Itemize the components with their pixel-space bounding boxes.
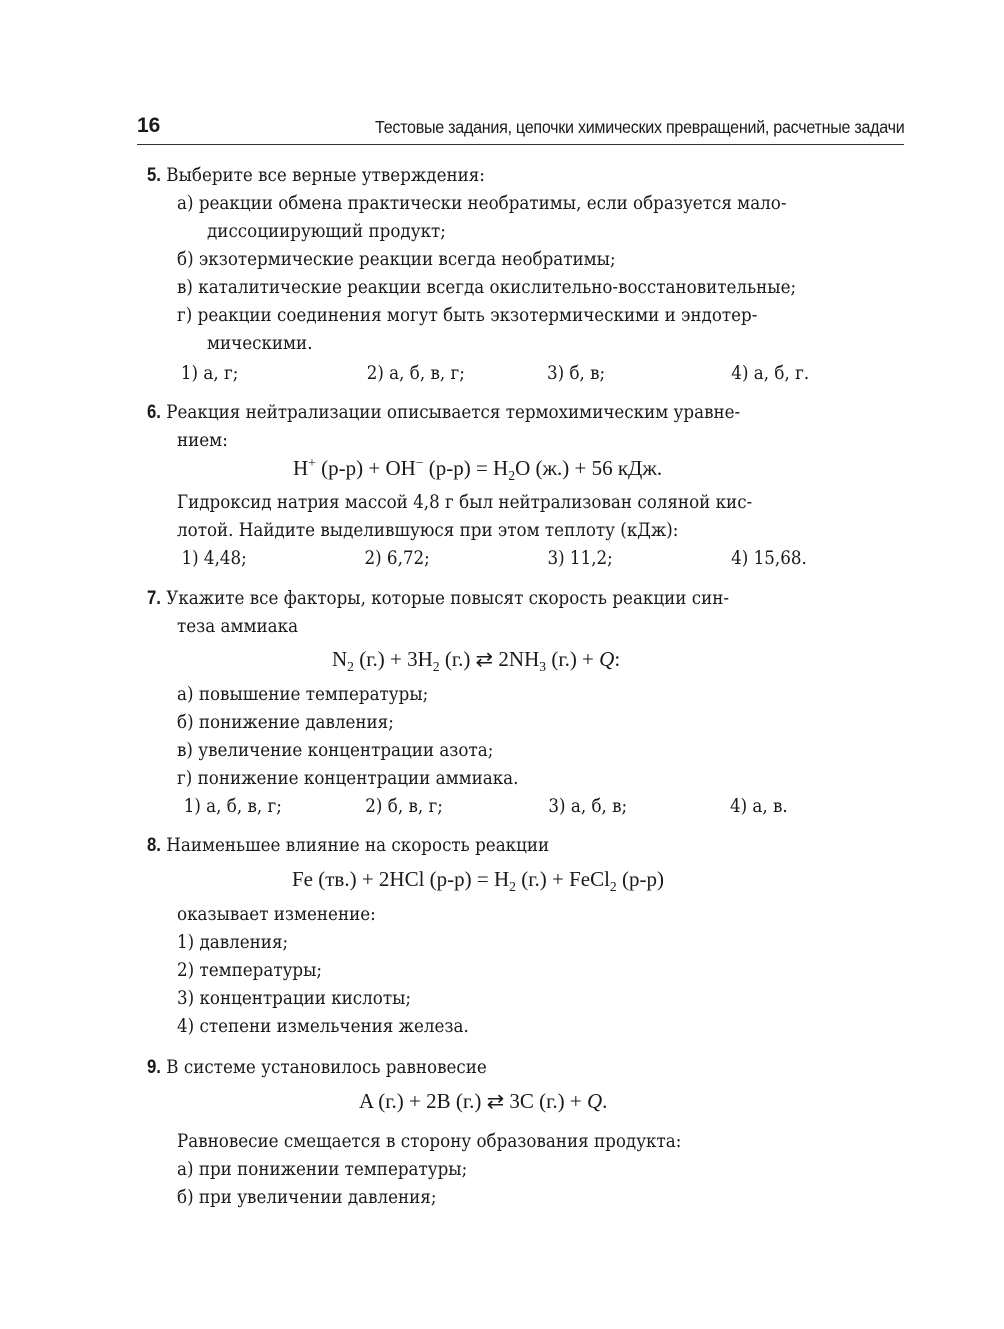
question-text: Реакция нейтрализации описывается термохимическим уравне-	[166, 401, 741, 423]
answer-option-1: 1) а, б, в, г;	[183, 795, 282, 817]
statement-a-cont: диссоциирующий продукт;	[207, 220, 446, 242]
problem-text-cont: лотой. Найдите выделившуюся при этом теплоту (кДж):	[177, 519, 679, 541]
answer-option-4: 4) а, б, г.	[731, 362, 810, 384]
answer-option-3: 3) б, в;	[546, 362, 606, 384]
question-number: 8.	[147, 835, 161, 856]
answer-option-2: 2) а, б, в, г;	[366, 362, 465, 384]
question-text-cont: оказывает изменение:	[177, 903, 376, 925]
thermochemical-equation: H+ (р-р) + OH− $(р-р) = H_2O$ (ж.) + 56 кДж.	[293, 455, 663, 484]
reaction-equation: $N_2$ $(г.) + 3H_2$ (г.) ⇄ $2NH_3$ (г.) + Q:	[332, 647, 621, 675]
question-text: Выберите все верные утверждения:	[166, 164, 485, 186]
page-header	[137, 112, 904, 145]
statement-g: г) реакции соединения могут быть экзотермическими и эндотер-	[177, 304, 758, 326]
question-text-cont: теза аммиака	[177, 615, 299, 637]
factor-g: г) понижение концентрации аммиака.	[177, 767, 519, 789]
answer-option-2: 2) б, в, г;	[365, 795, 443, 817]
question-text: В системе установилось равновесие	[166, 1056, 487, 1078]
question-text: Наименьшее влияние на скорость реакции	[166, 834, 550, 856]
question-text: Укажите все факторы, которые повысят скорость реакции син-	[166, 587, 730, 609]
answer-option-1: 1) давления;	[177, 931, 289, 953]
question-text-cont: нием:	[177, 429, 228, 451]
condition-b: б) при увеличении давления;	[177, 1186, 437, 1208]
answer-option-1: 1) а, г;	[180, 362, 239, 384]
question-text-cont: Равновесие смещается в сторону образования продукта:	[177, 1130, 682, 1152]
answer-option-3: 3) концентрации кислоты;	[177, 987, 412, 1009]
problem-text: Гидроксид натрия массой 4,8 г был нейтрализован соляной кис-	[177, 491, 753, 513]
question-number: 7.	[147, 588, 161, 609]
statement-v: в) каталитические реакции всегда окислительно-восстановительные;	[177, 276, 797, 298]
answer-option-2: 2) температуры;	[177, 959, 323, 981]
statement-b: б) экзотермические реакции всегда необратимы;	[177, 248, 616, 270]
condition-a: а) при понижении температуры;	[177, 1158, 468, 1180]
statement-a: а) реакции обмена практически необратимы, если образуется мало-	[177, 192, 787, 214]
factor-v: в) увеличение концентрации азота;	[177, 739, 494, 761]
factor-a: а) повышение температуры;	[177, 683, 429, 705]
reaction-equation: Fe (тв.) + 2HCl $(р-р) = H_2$ (г.) + FeCl$_2$ (р-р)	[292, 867, 664, 895]
answer-options	[177, 792, 907, 820]
answer-option-1: 1) 4,48;	[181, 547, 247, 569]
question-number: 9.	[147, 1057, 161, 1078]
answer-options	[177, 544, 907, 572]
answer-options	[177, 359, 907, 387]
question-number: 5.	[147, 165, 161, 186]
equilibrium-equation: A (г.) + 2B (г.) ⇄ 3C (г.) + Q.	[359, 1089, 608, 1113]
answer-option-4: 4) 15,68.	[731, 547, 807, 569]
answer-option-4: 4) степени измельчения железа.	[177, 1015, 469, 1037]
answer-option-4: 4) а, в.	[729, 795, 788, 817]
answer-option-2: 2) 6,72;	[364, 547, 430, 569]
running-title: Тестовые задания, цепочки химических превращений, расчетные задачи	[374, 117, 904, 137]
statement-g-cont: мическими.	[207, 332, 313, 354]
answer-option-3: 3) 11,2;	[547, 547, 613, 569]
page-number: 16	[137, 114, 161, 137]
question-number: 6.	[147, 402, 161, 423]
answer-option-3: 3) а, б, в;	[548, 795, 628, 817]
factor-b: б) понижение давления;	[177, 711, 394, 733]
